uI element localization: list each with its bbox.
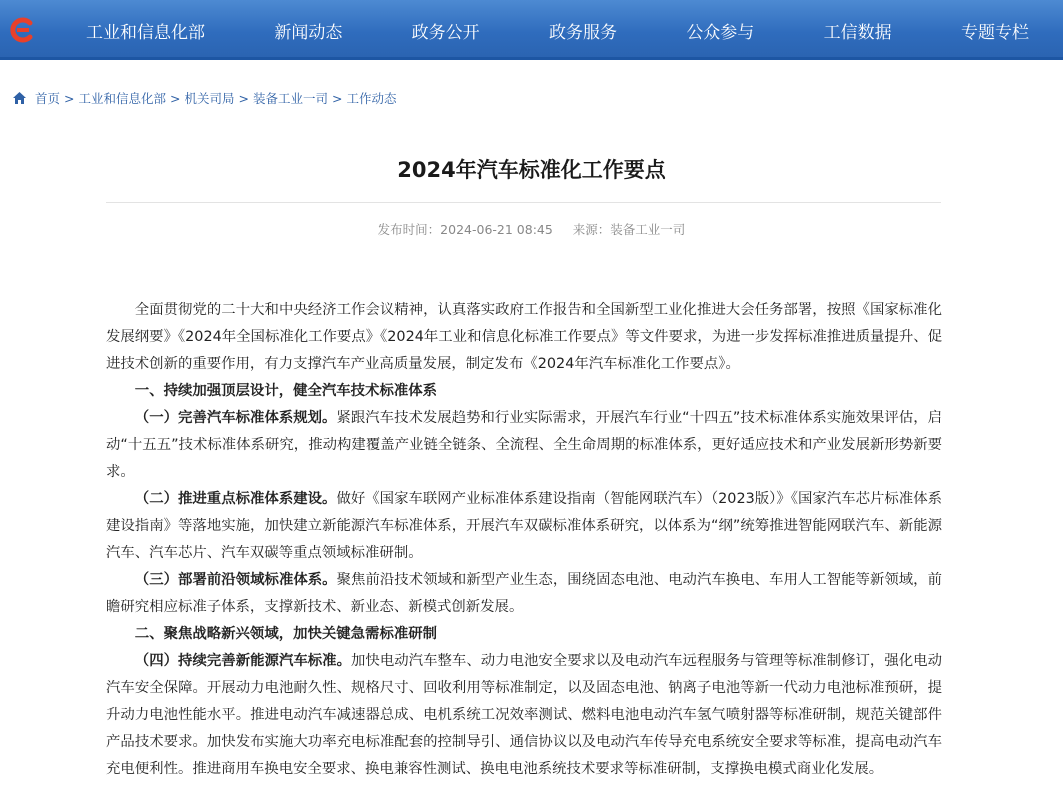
home-icon[interactable]	[12, 91, 27, 105]
ministry-logo-icon[interactable]	[8, 16, 36, 44]
breadcrumb-equipment-industry-dept[interactable]: 装备工业一司	[253, 91, 329, 106]
breadcrumb-home[interactable]: 首页	[35, 91, 61, 106]
article-meta	[0, 220, 1063, 238]
nav-item-public-participation[interactable]: 公众参与	[686, 22, 755, 43]
paragraph-item-3: （三）部署前沿领域标准体系。聚焦前沿技术领域和新型产业生态，围绕固态电池、电动汽车换电、车用人工智能等新领域，前瞻研究相应标准子体系，支撑新技术、新业态、新模式创新发展。	[106, 572, 942, 615]
breadcrumb-separator: >	[170, 90, 181, 106]
breadcrumb-departments[interactable]: 机关司局	[184, 91, 235, 106]
publish-time: 发布时间：2024-06-21 08:45	[377, 222, 553, 237]
nav-item-government-services[interactable]: 政务服务	[548, 22, 617, 43]
breadcrumb-separator: >	[332, 90, 343, 106]
section-heading-1: 一、持续加强顶层设计，健全汽车技术标准体系	[134, 383, 438, 399]
nav-item-miit-home[interactable]: 工业和信息化部	[86, 22, 205, 43]
breadcrumb-separator: >	[64, 90, 75, 106]
breadcrumb	[12, 89, 397, 107]
article-source: 来源：装备工业一司	[572, 222, 686, 237]
paragraph-intro: 全面贯彻党的二十大和中央经济工作会议精神，认真落实政府工作报告和全国新型工业化推进大会任务部署，按照《国家标准化发展纲要》《2024年全国标准化工作要点》《2024年工业和信息化标准工作要点》等文件要求，为进一步发挥标准推进质量提升、促进技术创新的重要作用，有力支撑汽车产业高质量发展，制定发布《2024年汽车标准化工作要点》。	[106, 302, 942, 372]
main-menu	[52, 0, 1053, 60]
section-heading-2: 二、聚焦战略新兴领域，加快关键急需标准研制	[134, 626, 438, 642]
top-navigation-bar	[0, 0, 1063, 60]
paragraph-item-1: （一）完善汽车标准体系规划。紧跟汽车技术发展趋势和行业实际需求，开展汽车行业“十四五”技术标准体系实施效果评估，启动“十五五”技术标准体系研究，推动构建覆盖产业链全链条、全流程、全生命周期的标准体系，更好适应技术和产业发展新形势新要求。	[106, 410, 942, 480]
breadcrumb-miit[interactable]: 工业和信息化部	[78, 91, 167, 106]
breadcrumb-work-news[interactable]: 工作动态	[346, 91, 397, 106]
nav-item-government-disclosure[interactable]: 政务公开	[411, 22, 480, 43]
paragraph-item-2: （二）推进重点标准体系建设。做好《国家车联网产业标准体系建设指南（智能网联汽车）（2023版）》《国家汽车芯片标准体系建设指南》等落地实施，加快建立新能源汽车标准体系，开展汽车双碳标准体系研究，以体系为“纲”统筹推进智能网联汽车、新能源汽车、汽车芯片、汽车双碳等重点领域标准研制。	[106, 491, 942, 561]
title-divider	[106, 202, 941, 203]
nav-item-miit-data[interactable]: 工信数据	[823, 22, 892, 43]
article-title: 2024年汽车标准化工作要点	[397, 158, 666, 182]
breadcrumb-separator: >	[238, 90, 249, 106]
article-body	[106, 297, 942, 783]
paragraph-item-4: （四）持续完善新能源汽车标准。加快电动汽车整车、动力电池安全要求以及电动汽车远程服务与管理等标准制修订，强化电动汽车安全保障。开展动力电池耐久性、规格尺寸、回收利用等标准制定，以及固态电池、钠离子电池等新一代动力电池标准预研，提升动力电池性能水平。推进电动汽车减速器总成、电机系统工况效率测试、燃料电池电动汽车氢气喷射器等标准研制，规范关键部件产品技术要求。加快发布实施大功率充电标准配套的控制导引、通信协议以及电动汽车传导充电系统安全要求等标准，提高电动汽车充电便利性。推进商用车换电安全要求、换电兼容性测试、换电电池系统技术要求等标准研制，支撑换电模式商业化发展。	[106, 653, 942, 777]
nav-item-news[interactable]: 新闻动态	[274, 22, 343, 43]
nav-item-special-topics[interactable]: 专题专栏	[960, 22, 1029, 43]
